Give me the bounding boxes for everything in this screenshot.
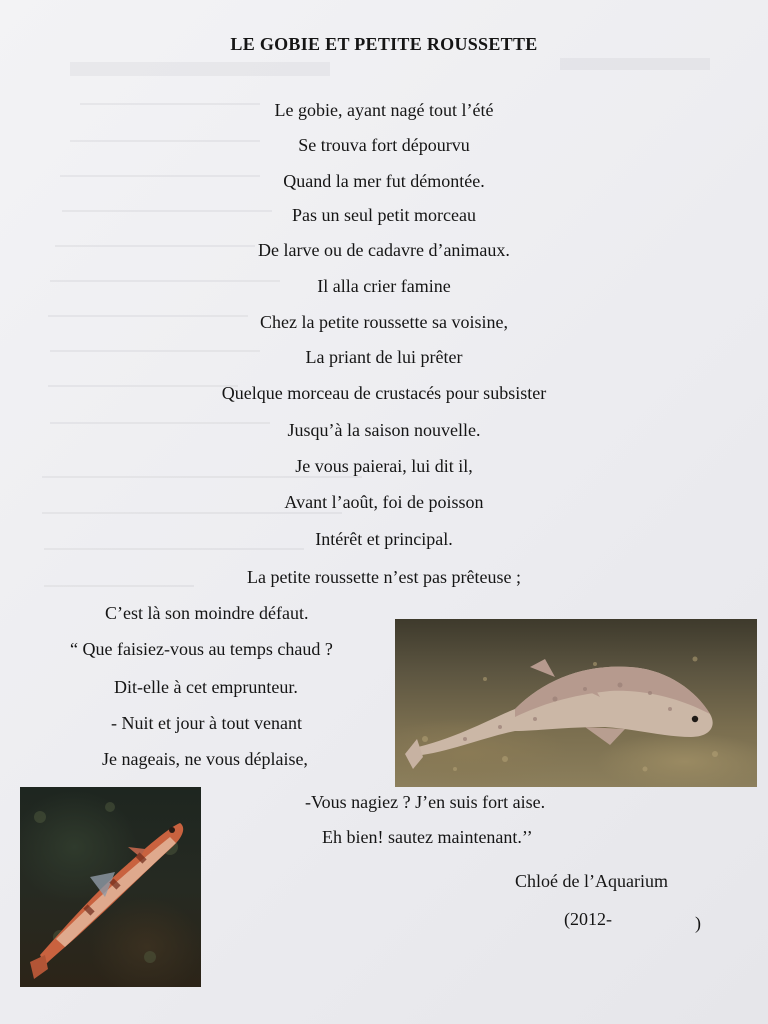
poem-line: -Vous nagiez ? J’en suis fort aise.: [305, 792, 546, 812]
poem-line: Chez la petite roussette sa voisine,: [260, 312, 508, 332]
poem-date-open: (2012-: [564, 909, 612, 929]
poem-line: Avant l’août, foi de poisson: [284, 492, 484, 512]
poem-line: Je vous paierai, lui dit il,: [295, 456, 473, 476]
poem-line: C’est là son moindre défaut.: [105, 603, 309, 623]
poem-line: Il alla crier famine: [317, 276, 451, 296]
poem-author: Chloé de l’Aquarium: [515, 871, 668, 891]
poem-line: “ Que faisiez-vous au temps chaud ?: [70, 639, 333, 659]
poem-line: La priant de lui prêter: [305, 347, 463, 367]
poem-line: Jusqu’à la saison nouvelle.: [287, 420, 481, 440]
poem-line: - Nuit et jour à tout venant: [111, 713, 302, 733]
poem-line: Quelque morceau de crustacés pour subsister: [221, 383, 547, 403]
poem-line: La petite roussette n’est pas prêteuse ;: [247, 567, 521, 587]
poem-line: Le gobie, ayant nagé tout l’été: [274, 100, 494, 120]
poem-line: Eh bien! sautez maintenant.’’: [322, 827, 533, 847]
gobie-photo: [20, 787, 201, 987]
shark-photo: [395, 619, 757, 787]
poem-date-close: ): [695, 913, 701, 933]
poem-line: Pas un seul petit morceau: [292, 205, 476, 225]
poem-title: LE GOBIE ET PETITE ROUSSETTE: [230, 34, 538, 54]
poem-line: De larve ou de cadavre d’animaux.: [258, 240, 510, 260]
poem-line: Dit-elle à cet emprunteur.: [114, 677, 298, 697]
poem-line: Je nageais, ne vous déplaise,: [102, 749, 308, 769]
poem-line: Se trouva fort dépourvu: [298, 135, 470, 155]
poem-line: Intérêt et principal.: [315, 529, 453, 549]
poem-line: Quand la mer fut démontée.: [283, 171, 485, 191]
